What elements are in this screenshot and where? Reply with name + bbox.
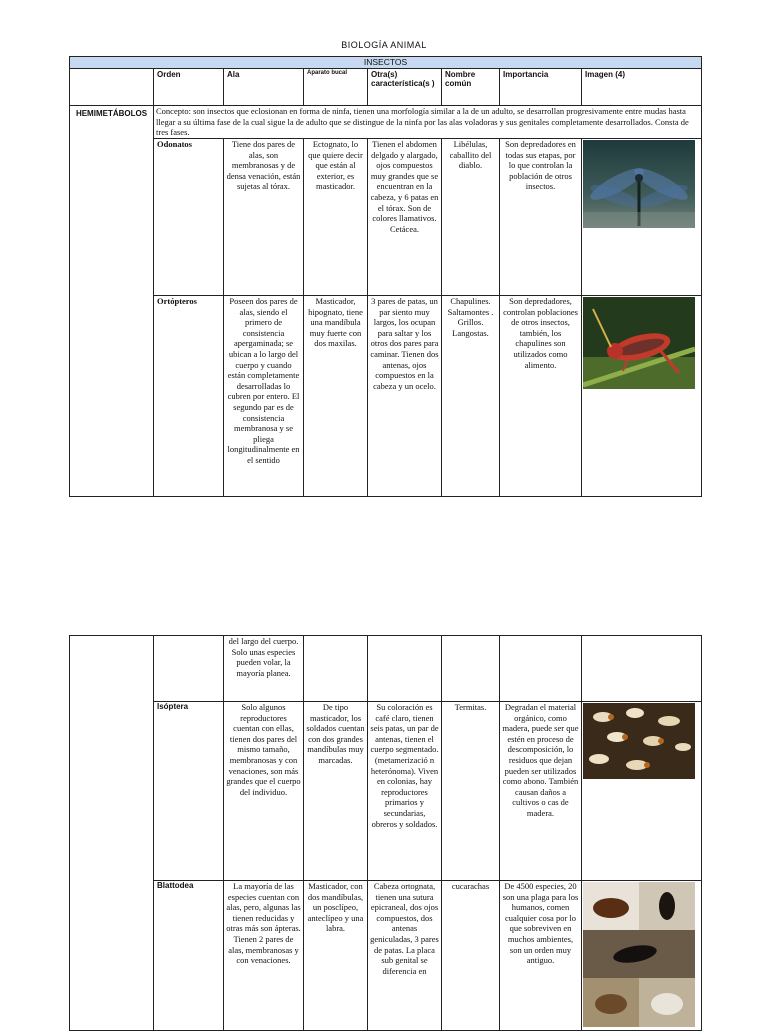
insect-table-page2 bbox=[69, 635, 702, 1031]
document-title: BIOLOGÍA ANIMAL bbox=[341, 40, 427, 50]
ala-continuation: del largo del cuerpo. Solo unas especies pueden volar, la mayoría planea. bbox=[224, 636, 304, 702]
image-cell bbox=[582, 881, 702, 1031]
importancia-cell: Son depredadores, controlan poblaciones de otros insectos, también, los chapulines son utilizados como alimento. bbox=[500, 296, 582, 497]
orden-cell: Odonatos bbox=[154, 139, 224, 296]
importancia-cell: Degradan el material orgánico, como madera, puede ser que estén en proceso de descomposición, lo residuos que dejan pueden ser utilizados como abono. También causan daños a cultivos o cas de madera. bbox=[500, 702, 582, 881]
otras-cell: 3 pares de patas, un par siento muy largos, los ocupan para saltar y los otros dos pares para caminar. Tienen dos antenas, ojos compuestos en la cabeza y un ocelo. bbox=[368, 296, 442, 497]
column-header-row bbox=[70, 69, 702, 106]
otras-cell: Cabeza ortognata, tienen una sutura epicraneal, dos ojos compuestos, dos antenas geniculadas, 3 pares de patas. La placa sub genital se diferencia en bbox=[368, 881, 442, 1031]
aparato-cell: Masticador, con dos mandíbulas, un posclípeo, anteclípeo y una labra. bbox=[304, 881, 368, 1031]
section-header: INSECTOS bbox=[70, 57, 702, 69]
ala-cell: Solo algunos reproductores cuentan con ellas, tienen dos pares del mismo tamaño, membranosas y con venaciones, son más grandes que el cuerpo del individuo. bbox=[224, 702, 304, 881]
importancia-cell: De 4500 especies, 20 son una plaga para los humanos, comen cualquier cosa por lo que sobreviven en muchos ambientes, son un orden muy antiguo. bbox=[500, 881, 582, 1031]
ala-cell: La mayoría de las especies cuentan con alas, pero, algunas las tienen reducidas y otras más son ápteras. Tienen 2 pares de alas, membranosas y con venaciones. bbox=[224, 881, 304, 1031]
empty-cell bbox=[154, 636, 224, 702]
empty-cell bbox=[442, 636, 500, 702]
header-otras-caracteristicas: Otra(s) característica(s ) bbox=[368, 69, 442, 106]
empty-cell bbox=[368, 636, 442, 702]
section-header-row bbox=[70, 57, 702, 69]
header-ala: Ala bbox=[224, 69, 304, 106]
table-row bbox=[70, 702, 702, 881]
orden-cell: Ortópteros bbox=[154, 296, 224, 497]
aparato-cell: Masticador, hipognato, tiene una mandíbula muy fuerte con dos maxilas. bbox=[304, 296, 368, 497]
ala-cell: Poseen dos pares de alas, siendo el primero de consistencia apergaminada; se ubican a lo largo del cuerpo y cuando están completamente desarrolladas lo cubren por entero. El segundo par es de consistencia membranosa y se pliega longitudinalmente en el sentido bbox=[224, 296, 304, 497]
nombre-cell: Libélulas, caballito del diablo. bbox=[442, 139, 500, 296]
empty-cell bbox=[582, 636, 702, 702]
header-nombre-comun: Nombre común bbox=[442, 69, 500, 106]
cockroach-collage bbox=[583, 882, 695, 1027]
header-importancia: Importancia bbox=[500, 69, 582, 106]
grasshopper-photo bbox=[583, 297, 695, 389]
table-row bbox=[70, 296, 702, 497]
group-name-cell: HEMIMETÁBOLOS bbox=[70, 106, 154, 497]
termites-photo bbox=[583, 703, 695, 779]
nombre-cell: Termitas. bbox=[442, 702, 500, 881]
image-cell bbox=[582, 139, 702, 296]
table-row bbox=[70, 139, 702, 296]
dragonfly-photo bbox=[583, 140, 695, 228]
group-cell-continued bbox=[70, 636, 154, 1031]
aparato-cell: Ectognato, lo que quiere decir que están al exterior, es masticador. bbox=[304, 139, 368, 296]
nombre-cell: cucarachas bbox=[442, 881, 500, 1031]
image-cell bbox=[582, 702, 702, 881]
empty-header-cell bbox=[70, 69, 154, 106]
orden-cell: Isóptera bbox=[154, 702, 224, 881]
otras-cell: Tienen el abdomen delgado y alargado, ojos compuestos muy grandes que se encuentran en la cabeza, y 6 patas en el tórax. Son de colores llamativos. Cetácea. bbox=[368, 139, 442, 296]
importancia-cell: Son depredadores en todas sus etapas, por lo que controlan la población de otros insectos. bbox=[500, 139, 582, 296]
otras-cell: Su coloración es café claro, tienen seis patas, un par de antenas, tienen el cuerpo segmentado. (metamerizació n heterónoma). Viven en colonias, hay reproductores primarios y secundarias, obreros y soldados. bbox=[368, 702, 442, 881]
image-cell bbox=[582, 296, 702, 497]
continuation-row bbox=[70, 636, 702, 702]
insect-table-page1 bbox=[69, 56, 702, 497]
ala-cell: Tiene dos pares de alas, son membranosas y de densa venación, están sujetas al tórax. bbox=[224, 139, 304, 296]
group-concept: Concepto: son insectos que eclosionan en forma de ninfa, tienen una morfología similar a la de un adulto, se desarrollan progresivamente entre mudas hasta llegar a su última fase de la cual sigue la de adulto que se distingue de la ninfa por las alas voladoras y sus genitales completamente desarrollados. Consta de tres fases. bbox=[154, 106, 702, 139]
group-concept-row bbox=[70, 106, 702, 139]
nombre-cell: Chapulines. Saltamontes . Grillos. Langostas. bbox=[442, 296, 500, 497]
header-orden: Orden bbox=[154, 69, 224, 106]
empty-cell bbox=[500, 636, 582, 702]
orden-cell: Blattodea bbox=[154, 881, 224, 1031]
table-row bbox=[70, 881, 702, 1031]
header-imagen: Imagen (4) bbox=[582, 69, 702, 106]
header-aparato-bucal: Aparato bucal bbox=[304, 69, 368, 106]
empty-cell bbox=[304, 636, 368, 702]
aparato-cell: De tipo masticador, los soldados cuentan con dos grandes mandíbulas muy marcadas. bbox=[304, 702, 368, 881]
